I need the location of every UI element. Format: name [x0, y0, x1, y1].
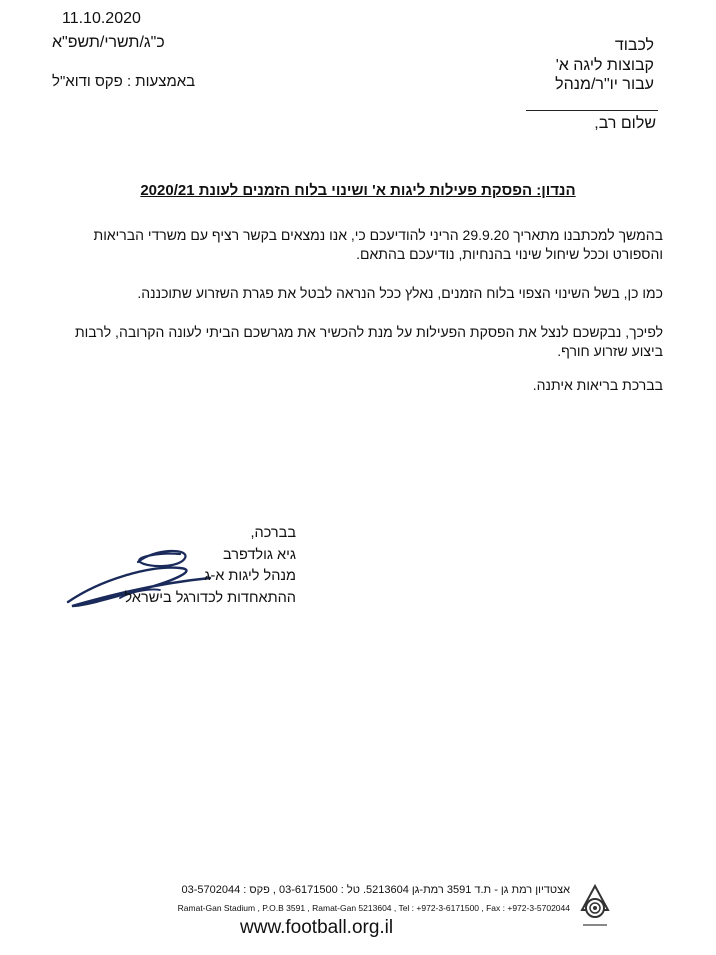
footer-contact-english: Ramat-Gan Stadium , P.O.B 3591 , Ramat-Gan 5213604 , Tel : +972-3-6171500 , Fax : +972-3-5702044	[177, 903, 570, 913]
signoff-closing: בברכה,	[250, 525, 296, 541]
recipient-divider	[526, 110, 658, 111]
delivery-method: באמצעות : פקס ודוא"ל	[52, 73, 196, 90]
recipient-line: קבוצות ליגה א'	[555, 56, 654, 74]
greeting: שלום רב,	[594, 115, 656, 132]
football-association-logo-icon	[580, 884, 610, 932]
signoff-name: גיא גולדפרב	[222, 546, 296, 563]
date-hebrew: כ"ג/תשרי/תשפ"א	[52, 34, 165, 51]
recipient-line: לכבוד	[614, 37, 654, 54]
body-paragraph: כמו כן, בשל השינוי הצפוי בלוח הזמנים, נאלץ ככל הנראה לבטל את פגרת השזרוע שתוכננה.	[137, 285, 663, 301]
footer-contact-hebrew: אצטדיון רמת גן - ת.ד 3591 רמת-גן 5213604. טל : 03-6171500 , פקס : 03-5702044	[181, 884, 570, 896]
recipient-line: עבור יו"ר/מנהל	[555, 76, 654, 93]
recipient-block	[555, 36, 654, 95]
letter-subject: הנדון: הפסקת פעילות ליגות א' ושינוי בלוח הזמנים לעונת 2020/21	[140, 182, 576, 199]
body-paragraph: בברכת בריאות איתנה.	[532, 377, 663, 393]
body-paragraph: לפיכך, נבקשכם לנצל את הפסקת הפעילות על מנת להכשיר את מגרשכם הביתי לעונה הקרובה, לרבות ביצוע שזרוע חורף.	[75, 324, 663, 359]
signoff-title: מנהל ליגות א-ג	[204, 568, 296, 584]
signoff-block	[36, 523, 296, 609]
body-paragraph: בהמשך למכתבנו מתאריך 29.9.20 הריני להודיעכם כי, אנו נמצאים בקשר רציף עם משרדי הבריאות והספורט וככל שיחול שינוי בהנחיות, נודיעכם בהתאם.	[93, 227, 663, 262]
footer-website-link[interactable]: www.football.org.il	[240, 917, 394, 938]
signoff-organization: ההתאחדות לכדורגל בישראל	[124, 589, 296, 606]
date-gregorian: 11.10.2020	[62, 10, 141, 27]
